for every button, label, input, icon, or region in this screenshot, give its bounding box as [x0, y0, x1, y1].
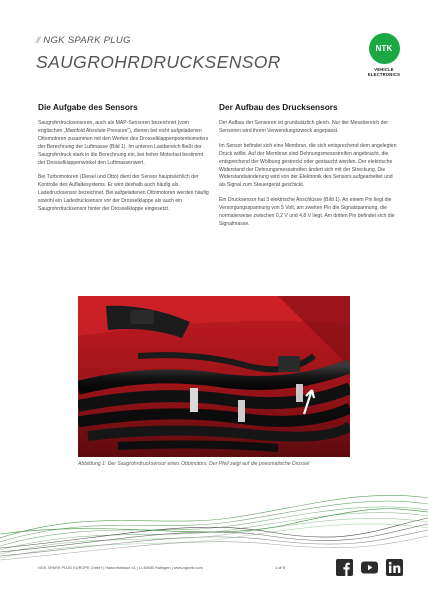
youtube-icon[interactable]	[361, 559, 378, 576]
right-paragraph-2: Im Sensor befindet sich eine Membran, die sich entsprechend dem angelegten Druck wölbt. Auf der Membran sind Dehnungsmessstreifen angebracht, die entsprechend der Wölbung gestreckt oder gestaucht werden. Der elektrische Widerstand der Dehnungsmessstreifen ändert sich mit der Streckung. Die Widerstandsänderung wird von der Elektronik des Sensors aufgearbeitet und als Signal zum Steuergerät geschickt.	[219, 142, 397, 189]
left-paragraph-1: Saugrohrdrucksensoren, auch als MAP-Sensoren bezeichnet (vom englischen „Manifold Absolute Pressure“), dienen bei nicht aufgeladenen Ottomotoren zusammen mit den Werten des Drosselklappenpotentiometers der Berechnung der Luftmasse (Bild 1). Im unteren Lastbereich fließt der Saugrohrdruck stark in die Berechnung ein, bei hoher Motorlast bestimmt der Drosselklappenwinkel den Luftmassenwert.	[38, 120, 209, 166]
left-column	[38, 102, 210, 221]
left-heading: Die Aufgabe des Sensors	[38, 102, 138, 112]
facebook-icon[interactable]	[336, 559, 353, 576]
left-paragraph-2: Bei Turbomotoren (Diesel und Otto) dient der Sensor hauptsächlich der Kontrolle des Aufladesystems. Er wird deshalb auch häufig als Ladedrucksensor bezeichnet. Bei aufgeladenen Ottomotoren werden häufig sowohl ein Ladedrucksensor vor der Drosselklappe als auch ein Saugrohrdrucksensor hinter der Drosselklappe eingesetzt.	[38, 174, 209, 213]
linkedin-icon[interactable]	[386, 559, 403, 576]
wave-decoration	[0, 468, 428, 563]
logo-subtitle-line-2: ELECTRONICS	[367, 72, 401, 77]
logo-text: NTK	[375, 44, 393, 53]
page-header	[0, 0, 428, 90]
right-heading: Der Aufbau des Drucksensors	[219, 102, 338, 112]
page-number: 1 of 5	[275, 565, 285, 570]
engine-bay-illustration	[78, 296, 350, 457]
kicker-text: NGK SPARK PLUG	[43, 35, 131, 46]
ntk-logo	[366, 33, 402, 77]
right-column	[219, 102, 397, 236]
header-kicker	[36, 35, 131, 46]
logo-subtitle	[366, 67, 402, 77]
figure-caption: Abbildung 1: Der Saugrohrdrucksensor eines Ottomotors. Der Pfeil zeigt auf die pneumatische Drossel	[78, 461, 310, 467]
slash-decoration-icon: //	[36, 35, 40, 46]
right-paragraph-1: Der Aufbau der Sensoren ist grundsätzlich gleich. Nur der Messbereich der Sensoren wird ihrem Verwendungszweck angepasst.	[219, 120, 389, 134]
footer-company: NGK SPARK PLUG EUROPE GmbH | Harkortstrasse 41 | D-40880 Ratingen | www.ngkntk.com	[38, 565, 203, 570]
page-title: SAUGROHRDRUCKSENSOR	[36, 52, 281, 72]
right-paragraph-3: Ein Drucksensor hat 3 elektrische Anschlüsse (Bild 1). An einem Pin liegt die Versorgungsspannung von 5 Volt, am zweiten Pin die Signalspannung, die normalerweise zwischen 0,2 V und 4,8 V liegt. Am dritten Pin befindet sich die Signalmasse.	[219, 197, 395, 227]
logo-subtitle-line-1: VEHICLE	[374, 67, 394, 72]
sensor-photo	[78, 296, 350, 457]
ntk-logo-badge-icon	[369, 33, 400, 64]
